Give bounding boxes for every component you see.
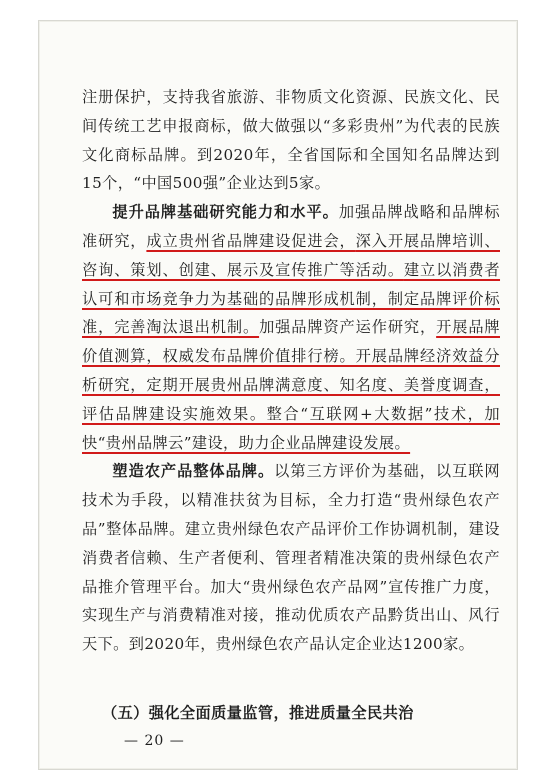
brand-research-s1: 加强品牌战略和品牌标准研究， [82, 203, 501, 250]
paragraph-trademark [82, 83, 500, 198]
page-number: — 20 — [124, 733, 185, 749]
agri-brand-lead: 塑造农产品整体品牌。 [112, 462, 275, 481]
paragraph-agri-brand [82, 457, 500, 659]
brand-research-s3: 深入开展品牌培训、咨询、策划、创建、展示及宣传推广等活动。 [82, 231, 500, 279]
brand-research-s4: 建立以消费者认可和市场竞争力为基础的品牌形成机制，制定品牌评价标准，完善淘汰退出机制。 [82, 260, 501, 337]
paragraph-brand-research [82, 198, 500, 457]
paragraph-trademark-text: 注册保护，支持我省旅游、非物质文化资源、民族文化、民间传统工艺申报商标，做大做强以“多彩贵州”为代表的民族文化商标品牌。到2020年，全省国际和全国知名品牌达到15个，“中国500强”企业达到5家。 [82, 88, 500, 193]
section-heading: （五）强化全面质量监管，推进质量全民共治 [102, 704, 414, 722]
brand-research-s6: 开展品牌价值测算，权威发布品牌价值排行榜。开展品牌经济效益分析研究，定期开展贵州品牌满意度、知名度、美誉度调查，评估品牌建设实施效果。整合“互联网+大数据”技术，加快“贵州品牌云”建设，助力企业品牌建设发展。 [82, 318, 500, 452]
agri-brand-body: 以第三方评价为基础，以互联网技术为手段，以精准扶贫为目标，全力打造“贵州绿色农产品”整体品牌。建立贵州绿色农产品评价工作协调机制，建设消费者信赖、生产者便利、管理者精准决策的贵州绿色农产品推介管理平台。加大“贵州绿色农产品网”宣传推广力度，实现生产与消费精准对接，推动优质农产品黔货出山、风行天下。到2020年，贵州绿色农产品认定企业达1200家。 [82, 462, 500, 654]
brand-research-s2: 成立贵州省品牌建设促进会， [146, 231, 356, 250]
brand-research-s5: 加强品牌资产运作研究， [259, 318, 437, 337]
brand-research-lead: 提升品牌基础研究能力和水平。 [112, 203, 339, 222]
document-page [38, 20, 518, 770]
body-text [82, 83, 500, 659]
